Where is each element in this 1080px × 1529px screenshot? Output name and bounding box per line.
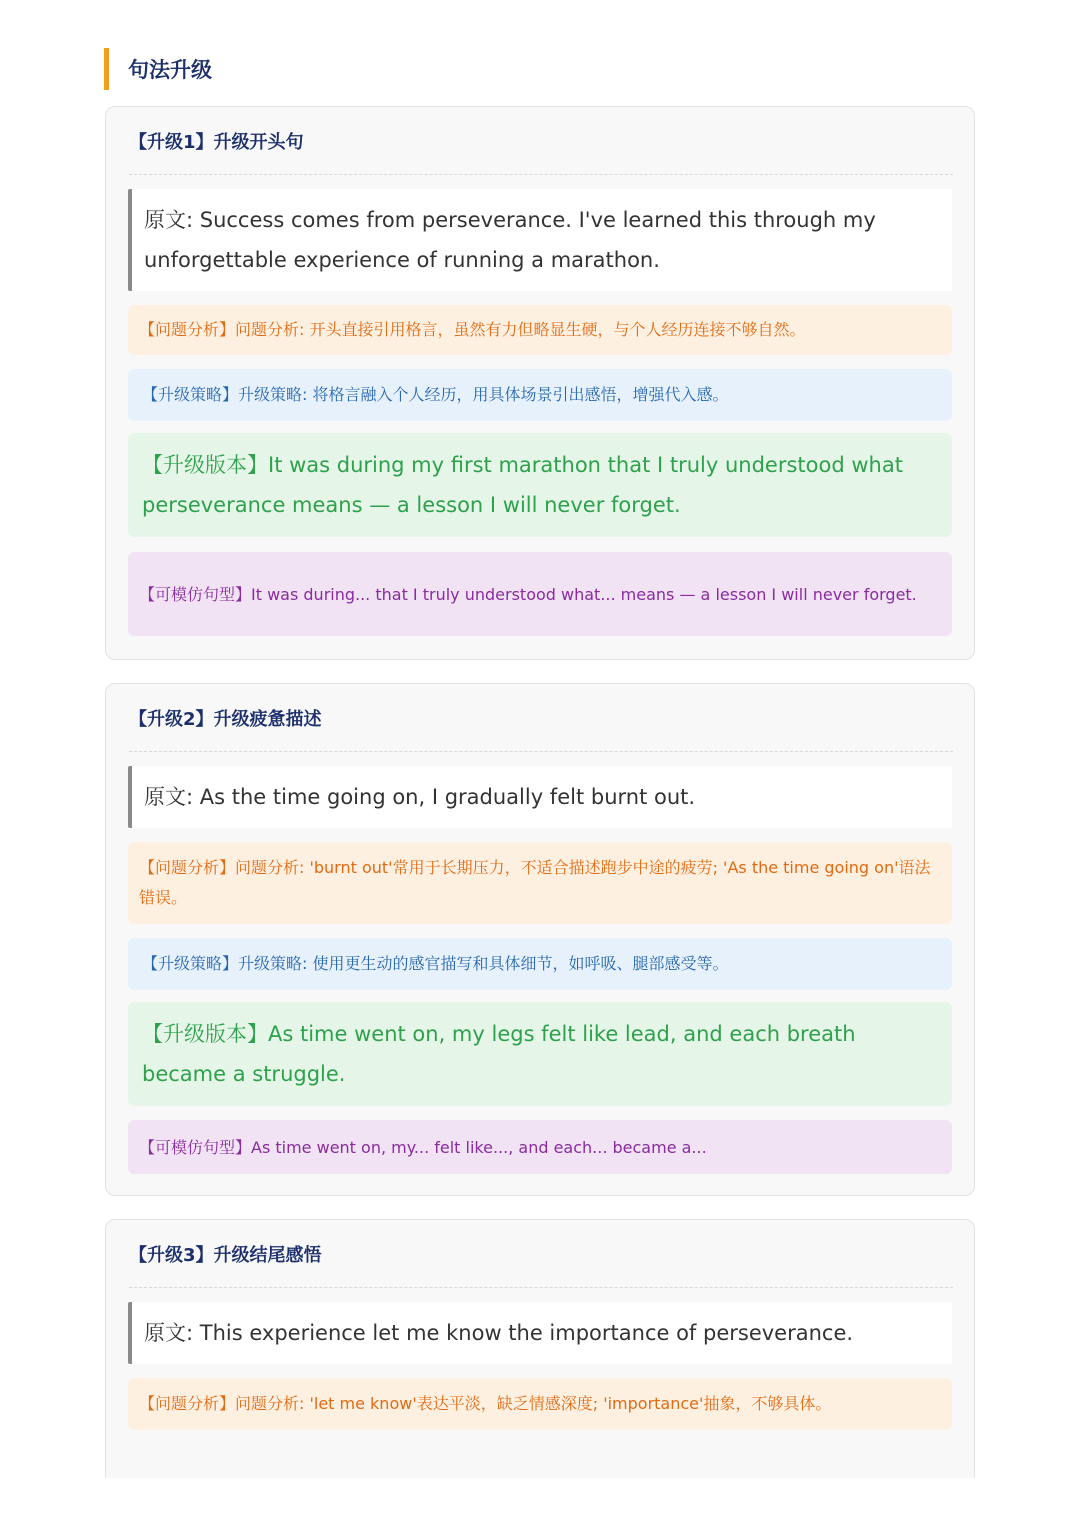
upgrade-card-1 [105, 106, 975, 660]
strategy-text: 【升级策略】升级策略: 将格言融入个人经历，用具体场景引出感悟，增强代入感。 [142, 385, 729, 404]
problem-text: 【问题分析】问题分析: 开头直接引用格言，虽然有力但略显生硬，与个人经历连接不够自然。 [139, 320, 806, 339]
original-text: 原文: This experience let me know the importance of perseverance. [144, 1321, 854, 1345]
card-title: 【升级2】升级疲惫描述 [129, 684, 953, 752]
upgrade-strategy [128, 938, 952, 990]
upgrade-card-2 [105, 683, 975, 1196]
upgrade-text: 【升级版本】As time went on, my legs felt like lead, and each breath became a struggle. [142, 1022, 856, 1086]
original-text: 原文: Success comes from perseverance. I've learned this through my unforgettable experience of running a marathon. [144, 208, 876, 272]
strategy-text: 【升级策略】升级策略: 使用更生动的感官描写和具体细节，如呼吸、腿部感受等。 [142, 954, 729, 973]
card-title: 【升级3】升级结尾感悟 [129, 1220, 953, 1288]
bottom-crop [0, 1478, 1080, 1529]
problem-analysis [128, 305, 952, 355]
original-sentence [128, 766, 952, 828]
card-title: 【升级1】升级开头句 [129, 107, 953, 175]
original-sentence [128, 189, 952, 291]
upgraded-version [128, 1002, 952, 1106]
upgraded-version [128, 433, 952, 537]
pattern-text: 【可模仿句型】As time went on, my... felt like..., and each... became a... [139, 1137, 707, 1157]
problem-analysis [128, 842, 952, 924]
problem-analysis [128, 1378, 952, 1430]
problem-text: 【问题分析】问题分析: 'burnt out'常用于长期压力，不适合描述跑步中途的疲劳; 'As the time going on'语法错误。 [139, 858, 931, 907]
section-title: 句法升级 [104, 48, 212, 90]
upgrade-text: 【升级版本】It was during my first marathon that I truly understood what perseverance means — a lesson I will never forget. [142, 453, 903, 517]
problem-text: 【问题分析】问题分析: 'let me know'表达平淡，缺乏情感深度; 'importance'抽象，不够具体。 [139, 1394, 832, 1413]
original-text: 原文: As the time going on, I gradually felt burnt out. [144, 785, 696, 809]
upgrade-strategy [128, 369, 952, 421]
original-sentence [128, 1302, 952, 1364]
imitable-pattern [128, 552, 952, 636]
imitable-pattern [128, 1120, 952, 1174]
pattern-text: 【可模仿句型】It was during... that I truly understood what... means — a lesson I will never forget. [139, 584, 917, 604]
